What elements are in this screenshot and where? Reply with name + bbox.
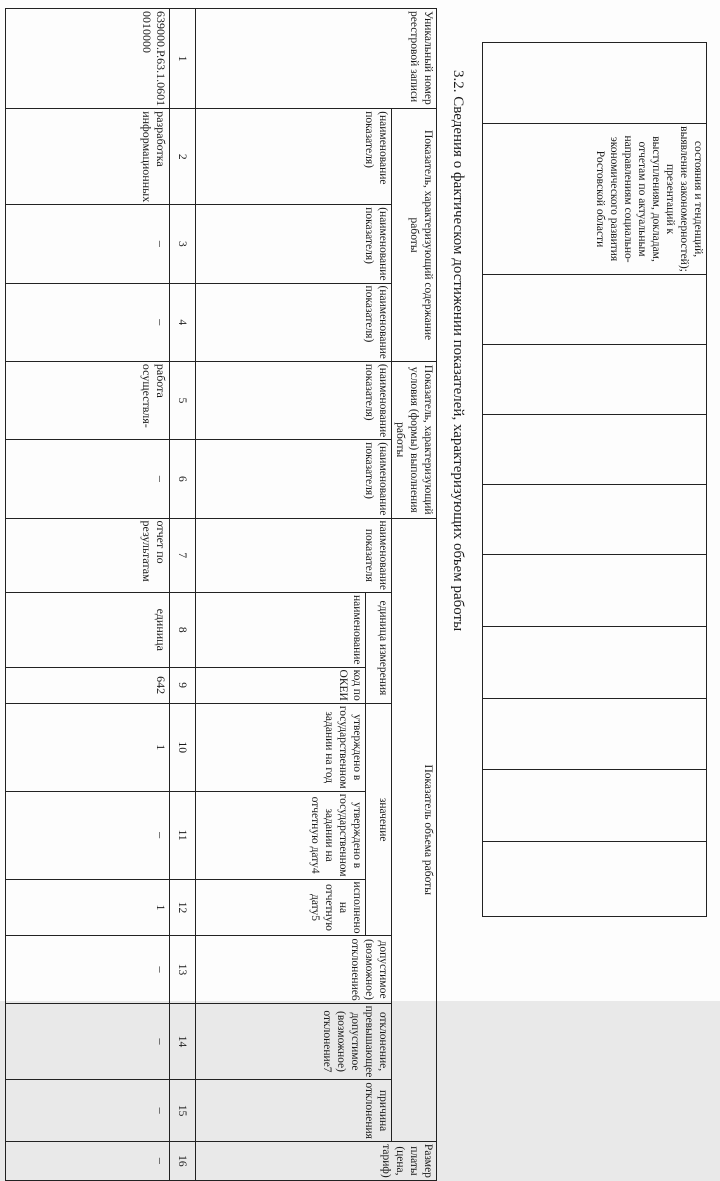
upper-empty-cell: [483, 274, 707, 344]
header-content-group: Показатель, характеризующий содержание работы: [392, 109, 437, 362]
header-indicator-name-c: (наименование показателя): [196, 283, 392, 361]
column-number: 3: [170, 205, 196, 283]
row-executed-date: 1: [6, 879, 170, 936]
upper-empty-cell: [483, 344, 707, 414]
header-fee: Размер платы (цена, тариф): [196, 1141, 437, 1180]
column-number: 14: [170, 1003, 196, 1080]
row-content-indicator-2: –: [6, 205, 170, 283]
upper-empty-cell: [483, 698, 707, 770]
row-unique-number: 639000.Р.63.1.0601 0010000: [6, 9, 170, 109]
upper-empty-cell: [483, 770, 707, 842]
row-condition-indicator-2: –: [6, 440, 170, 518]
header-unit-name: наименование: [196, 593, 366, 668]
upper-empty-cell: [483, 626, 707, 698]
upper-empty-cell: [483, 43, 707, 124]
column-number: 8: [170, 593, 196, 668]
row-content-indicator-1: разработка информационных: [6, 109, 170, 205]
row-approved-date: –: [6, 791, 170, 879]
upper-text-cell: состояния и тенденций, выявление закономерностей); презентаций к выступлениям, докладам, отчетам по актуальным направлениям социально-экономического развития Ростовской области: [483, 124, 707, 275]
header-indicator-name-a: (наименование показателя): [196, 109, 392, 205]
row-excess-deviation: –: [6, 1003, 170, 1080]
upper-empty-cell: [483, 842, 707, 917]
row-condition-indicator-1: работа осуществля-: [6, 361, 170, 439]
row-allowed-deviation: –: [6, 936, 170, 1003]
volume-indicators-table: [5, 8, 437, 1181]
header-deviation-reason: причина отклонения: [196, 1080, 392, 1142]
header-approved-year: утверждено в государственном задании на год: [196, 703, 366, 791]
column-number: 6: [170, 440, 196, 518]
row-fee: –: [6, 1141, 170, 1180]
row-unit-name: единица: [6, 593, 170, 668]
column-number: 9: [170, 667, 196, 703]
header-indicator-name-e: (наименование показателя): [196, 440, 392, 518]
upper-empty-cell: [483, 484, 707, 554]
column-number: 13: [170, 936, 196, 1003]
header-okei-code: код по ОКЕИ: [196, 667, 366, 703]
column-number: 1: [170, 9, 196, 109]
row-content-indicator-3: –: [6, 283, 170, 361]
column-number: 15: [170, 1080, 196, 1142]
upper-empty-cell: [483, 554, 707, 626]
header-allowed-deviation: допустимое (возможное) отклонение6: [196, 936, 392, 1003]
row-deviation-reason: –: [6, 1080, 170, 1142]
column-number: 7: [170, 518, 196, 593]
section-title: 3.2. Сведения о фактическом достижении показателей, характеризующих объем работы: [450, 70, 466, 632]
header-unique-number: Уникальный номер реестровой записи: [196, 9, 437, 109]
upper-continuation-table: [482, 42, 707, 917]
header-executed-date: исполнено на отчетную дату5: [196, 879, 366, 936]
row-indicator-name: отчет по результатам: [6, 518, 170, 593]
header-conditions-group: Показатель, характеризующий условия (формы) выполнения работы: [392, 361, 437, 518]
header-excess-deviation: отклонение, превышающее допустимое (возможное) отклонение7: [196, 1003, 392, 1080]
header-indicator-name-d: (наименование показателя): [196, 361, 392, 439]
row-approved-year: 1: [6, 703, 170, 791]
column-number: 16: [170, 1141, 196, 1180]
header-value-group: значение: [366, 703, 392, 936]
column-number: 12: [170, 879, 196, 936]
header-approved-date: утверждено в государственном задании на отчетную дату4: [196, 791, 366, 879]
header-indicator-name-b: (наименование показателя): [196, 205, 392, 283]
column-number: 2: [170, 109, 196, 205]
header-volume-group: Показатель объема работы: [392, 518, 437, 1141]
column-number: 4: [170, 283, 196, 361]
column-number: 10: [170, 703, 196, 791]
header-indicator-name: наименование показателя: [196, 518, 392, 593]
column-number: 11: [170, 791, 196, 879]
column-number: 5: [170, 361, 196, 439]
upper-empty-cell: [483, 414, 707, 484]
row-okei-code: 642: [6, 667, 170, 703]
header-unit-group: единица измерения: [366, 593, 392, 704]
